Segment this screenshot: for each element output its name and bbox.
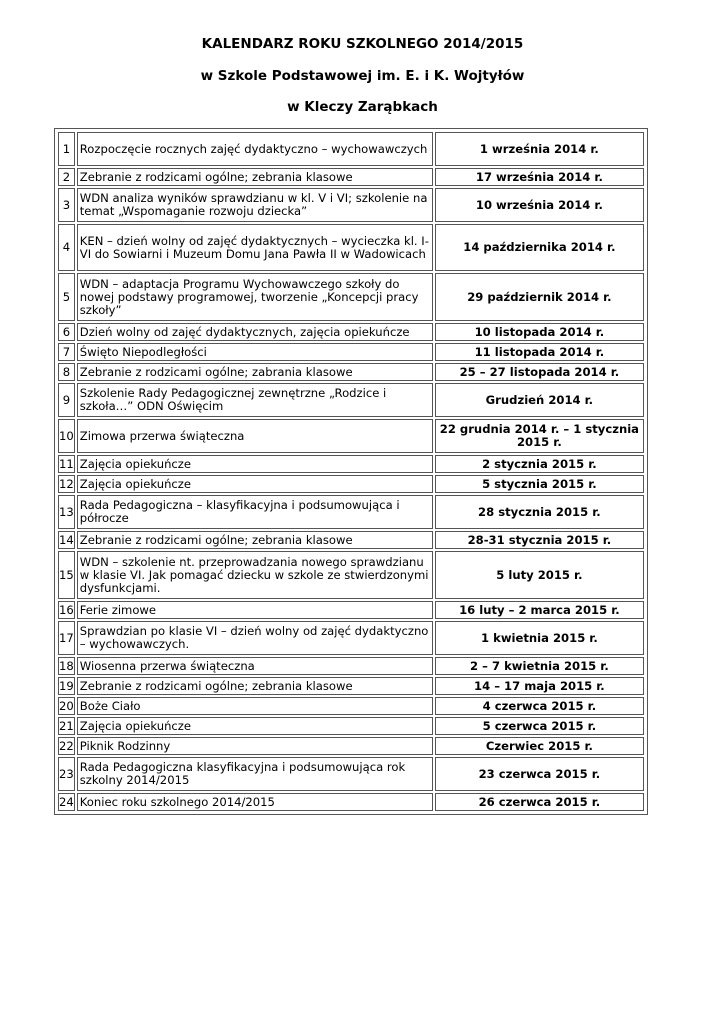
row-number: 15 <box>58 551 75 599</box>
event-description: Ferie zimowe <box>77 601 433 619</box>
row-number: 22 <box>58 737 75 755</box>
event-date: 10 listopada 2014 r. <box>435 323 644 341</box>
event-date: 14 października 2014 r. <box>435 224 644 271</box>
calendar-table-frame <box>54 128 648 815</box>
event-description: Sprawdzian po klasie VI – dzień wolny od zajęć dydaktyczno – wychowawczych. <box>77 621 433 655</box>
row-number: 24 <box>58 793 75 811</box>
row-number: 19 <box>58 677 75 695</box>
event-description: Rozpoczęcie rocznych zajęć dydaktyczno – wychowawczych <box>77 132 433 166</box>
row-number: 23 <box>58 757 75 791</box>
table-row <box>58 717 644 735</box>
event-date: 25 – 27 listopada 2014 r. <box>435 363 644 381</box>
event-description: Piknik Rodzinny <box>77 737 433 755</box>
table-row <box>58 757 644 791</box>
table-row <box>58 551 644 599</box>
event-description: Zajęcia opiekuńcze <box>77 455 433 473</box>
event-description: Zebranie z rodzicami ogólne; zebrania klasowe <box>77 168 433 186</box>
table-row <box>58 168 644 186</box>
table-row <box>58 657 644 675</box>
event-description: Zebranie z rodzicami ogólne; zebrania klasowe <box>77 531 433 549</box>
table-row <box>58 323 644 341</box>
event-description: Zajęcia opiekuńcze <box>77 717 433 735</box>
event-date: 11 listopada 2014 r. <box>435 343 644 361</box>
row-number: 18 <box>58 657 75 675</box>
event-date: 2 stycznia 2015 r. <box>435 455 644 473</box>
event-description: Święto Niepodległości <box>77 343 433 361</box>
event-description: Rada Pedagogiczna – klasyfikacyjna i podsumowująca i półrocze <box>77 495 433 529</box>
event-date: 23 czerwca 2015 r. <box>435 757 644 791</box>
event-date: Grudzień 2014 r. <box>435 383 644 417</box>
row-number: 14 <box>58 531 75 549</box>
row-number: 8 <box>58 363 75 381</box>
table-row <box>58 363 644 381</box>
row-number: 1 <box>58 132 75 166</box>
table-row <box>58 621 644 655</box>
event-description: WDN – adaptacja Programu Wychowawczego szkoły do nowej podstawy programowej, tworzenie „Koncepcji pracy szkoły” <box>77 273 433 321</box>
event-description: Dzień wolny od zajęć dydaktycznych, zajęcia opiekuńcze <box>77 323 433 341</box>
row-number: 13 <box>58 495 75 529</box>
table-row <box>58 224 644 271</box>
table-row <box>58 383 644 417</box>
row-number: 10 <box>58 419 75 453</box>
table-row <box>58 697 644 715</box>
row-number: 20 <box>58 697 75 715</box>
event-date: 1 kwietnia 2015 r. <box>435 621 644 655</box>
row-number: 4 <box>58 224 75 271</box>
event-date: 22 grudnia 2014 r. – 1 stycznia 2015 r. <box>435 419 644 453</box>
table-row <box>58 677 644 695</box>
table-row <box>58 793 644 811</box>
event-date: 10 września 2014 r. <box>435 188 644 222</box>
table-row <box>58 273 644 321</box>
event-description: WDN – szkolenie nt. przeprowadzania nowego sprawdzianu w klasie VI. Jak pomagać dziecku w szkole ze stwierdzonymi dysfunkcjami. <box>77 551 433 599</box>
table-row <box>58 419 644 453</box>
event-description: Zajęcia opiekuńcze <box>77 475 433 493</box>
row-number: 3 <box>58 188 75 222</box>
event-date: Czerwiec 2015 r. <box>435 737 644 755</box>
event-date: 5 czerwca 2015 r. <box>435 717 644 735</box>
event-date: 28-31 stycznia 2015 r. <box>435 531 644 549</box>
event-description: Zebranie z rodzicami ogólne; zabrania klasowe <box>77 363 433 381</box>
table-row <box>58 601 644 619</box>
row-number: 11 <box>58 455 75 473</box>
event-description: Boże Ciało <box>77 697 433 715</box>
event-date: 5 stycznia 2015 r. <box>435 475 644 493</box>
table-row <box>58 132 644 166</box>
table-row <box>58 475 644 493</box>
event-date: 1 września 2014 r. <box>435 132 644 166</box>
row-number: 7 <box>58 343 75 361</box>
event-date: 2 – 7 kwietnia 2015 r. <box>435 657 644 675</box>
event-date: 29 październik 2014 r. <box>435 273 644 321</box>
table-row <box>58 531 644 549</box>
school-name: w Szkole Podstawowej im. E. i K. Wojtyłów <box>200 68 525 84</box>
school-location: w Kleczy Zarąbkach <box>287 99 438 115</box>
event-description: Wiosenna przerwa świąteczna <box>77 657 433 675</box>
event-description: Zebranie z rodzicami ogólne; zebrania klasowe <box>77 677 433 695</box>
calendar-table <box>56 130 646 813</box>
table-row <box>58 188 644 222</box>
event-description: Zimowa przerwa świąteczna <box>77 419 433 453</box>
event-description: Rada Pedagogiczna klasyfikacyjna i podsumowująca rok szkolny 2014/2015 <box>77 757 433 791</box>
row-number: 9 <box>58 383 75 417</box>
table-row <box>58 455 644 473</box>
row-number: 16 <box>58 601 75 619</box>
table-row <box>58 495 644 529</box>
row-number: 17 <box>58 621 75 655</box>
document-title: KALENDARZ ROKU SZKOLNEGO 2014/2015 <box>201 36 524 52</box>
table-row <box>58 343 644 361</box>
event-date: 28 stycznia 2015 r. <box>435 495 644 529</box>
event-date: 16 luty – 2 marca 2015 r. <box>435 601 644 619</box>
event-date: 26 czerwca 2015 r. <box>435 793 644 811</box>
row-number: 2 <box>58 168 75 186</box>
event-description: WDN analiza wyników sprawdzianu w kl. V i VI; szkolenie na temat „Wspomaganie rozwoju dziecka” <box>77 188 433 222</box>
row-number: 6 <box>58 323 75 341</box>
table-row <box>58 737 644 755</box>
event-date: 17 września 2014 r. <box>435 168 644 186</box>
event-date: 4 czerwca 2015 r. <box>435 697 644 715</box>
event-description: KEN – dzień wolny od zajęć dydaktycznych – wycieczka kl. I-VI do Sowiarni i Muzeum Domu Jana Pawła II w Wadowicach <box>77 224 433 271</box>
row-number: 12 <box>58 475 75 493</box>
event-description: Szkolenie Rady Pedagogicznej zewnętrzne „Rodzice i szkoła…” ODN Oświęcim <box>77 383 433 417</box>
event-description: Koniec roku szkolnego 2014/2015 <box>77 793 433 811</box>
row-number: 21 <box>58 717 75 735</box>
event-date: 5 luty 2015 r. <box>435 551 644 599</box>
row-number: 5 <box>58 273 75 321</box>
event-date: 14 – 17 maja 2015 r. <box>435 677 644 695</box>
